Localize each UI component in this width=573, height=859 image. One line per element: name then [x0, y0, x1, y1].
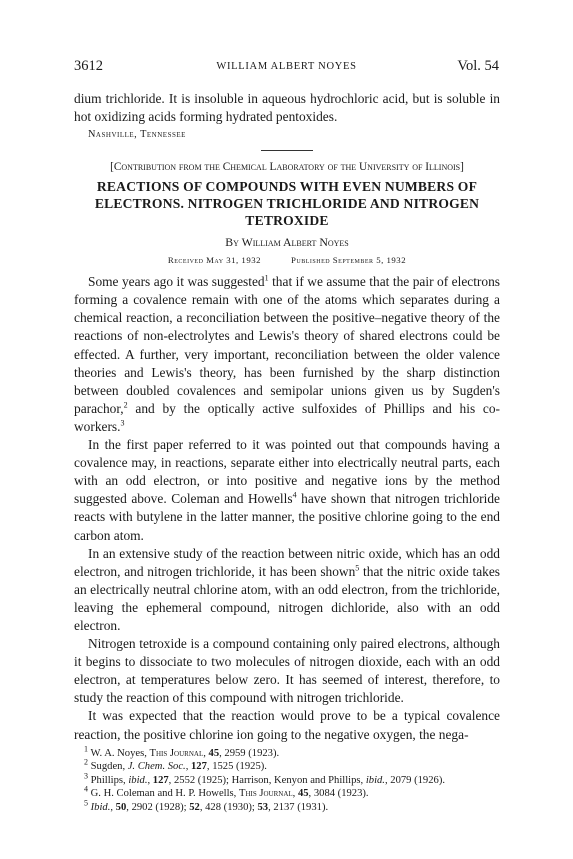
footnote-ref: 5: [355, 563, 360, 573]
footnote: $^1$ W. A. Noyes, This Journal, 45, 2959 (1923).: [84, 744, 280, 759]
published-date: Published September 5, 1932: [291, 255, 407, 266]
paragraph: In the first paper referred to it was pointed out that compounds having a covalence may, in reactions, separate either into electrically neutral parts, each with an odd electron, or into positive and negative ions by the method suggested above. Coleman and Howells$^4$ have shown that nitrogen trichloride reacts with butylene in the latter manner, the positive chlorine going to the end carbon atom.: [74, 437, 500, 543]
running-title: WILLIAM ALBERT NOYES: [216, 61, 357, 72]
page-header: [74, 58, 499, 78]
paragraph: In an extensive study of the reaction between nitric oxide, which has an odd electron, and nitrogen trichloride, it has been shown$^5$ that the nitric oxide takes an electrically neutral chlorine atom, with an odd electron, from the trichloride, leaving the ephemeral compound, nitrogen dichloride, also with an odd electron.: [74, 545, 500, 633]
volume-number: Vol. 54: [457, 58, 499, 74]
footnote-ref: 1: [264, 273, 269, 283]
article-title: REACTIONS OF COMPOUNDS WITH EVEN NUMBERS OF ELECTRONS. NITROGEN TRICHLORIDE AND NITROGEN TETROXIDE: [94, 179, 480, 229]
footnote: $^4$ G. H. Coleman and H. P. Howells, This Journal, 45, 3084 (1923).: [84, 784, 369, 800]
article-dates: [74, 255, 500, 265]
footnote: $^3$ Phillips, ibid., 127, 2552 (1925); Harrison, Kenyon and Phillips, ibid., 2079 (1926).: [84, 771, 445, 786]
received-date: Received May 31, 1932: [167, 255, 262, 266]
previous-article-ending: dium trichloride. It is insoluble in aqueous hydrochloric acid, but is soluble in hot oxidizing acids forming hydrated pentoxides.: [74, 91, 500, 125]
contribution-line: [Contribution from the Chemical Laboratory of the University of Illinois]: [110, 161, 464, 174]
footnote: $^2$ Sugden, J. Chem. Soc., 127, 1525 (1925).: [84, 757, 267, 773]
page-body: [74, 90, 500, 815]
previous-article-place: Nashville, Tennessee: [88, 129, 186, 141]
paragraph: Some years ago it was suggested$^1$ that if we assume that the pair of electrons forming a covalence remain with one of the atoms which separates during a chemical reaction, a reconciliation between the positive–negative theory of the reactions of non-electrolytes and Lewis's theory of shared electrons could be effected. A further, very important, reconciliation between the older valence theories and Lewis's theory, has been furnished by the sharp distinction between doubled covalences and semipolar unions given us by Sugden's parachor,$^2$ and by the optically active sulfoxides of Phillips and his co-workers.$^3$: [74, 273, 500, 434]
paragraph: It was expected that the reaction would prove to be a typical covalence reaction, the positive chlorine ion going to the negative oxygen, the nega-: [74, 708, 500, 742]
footnote: $^5$ Ibid., 50, 2902 (1928); 52, 428 (1930); 53, 2137 (1931).: [84, 798, 329, 813]
section-divider: [261, 150, 313, 151]
footnote-ref: 4: [292, 490, 297, 500]
footnotes: [74, 744, 500, 815]
page-number: 3612: [74, 58, 103, 74]
article-text: [74, 273, 500, 743]
paragraph: Nitrogen tetroxide is a compound containing only paired electrons, although it begins to dissociate to two molecules of nitrogen dioxide, each with an odd electron, at temperatures below zero. It has seemed of interest, therefore, to study the reaction of this compound with nitrogen trichloride.: [74, 636, 500, 706]
footnote-ref: 2: [123, 400, 128, 410]
article-author: By William Albert Noyes: [225, 235, 349, 250]
footnote-ref: 3: [120, 418, 125, 428]
